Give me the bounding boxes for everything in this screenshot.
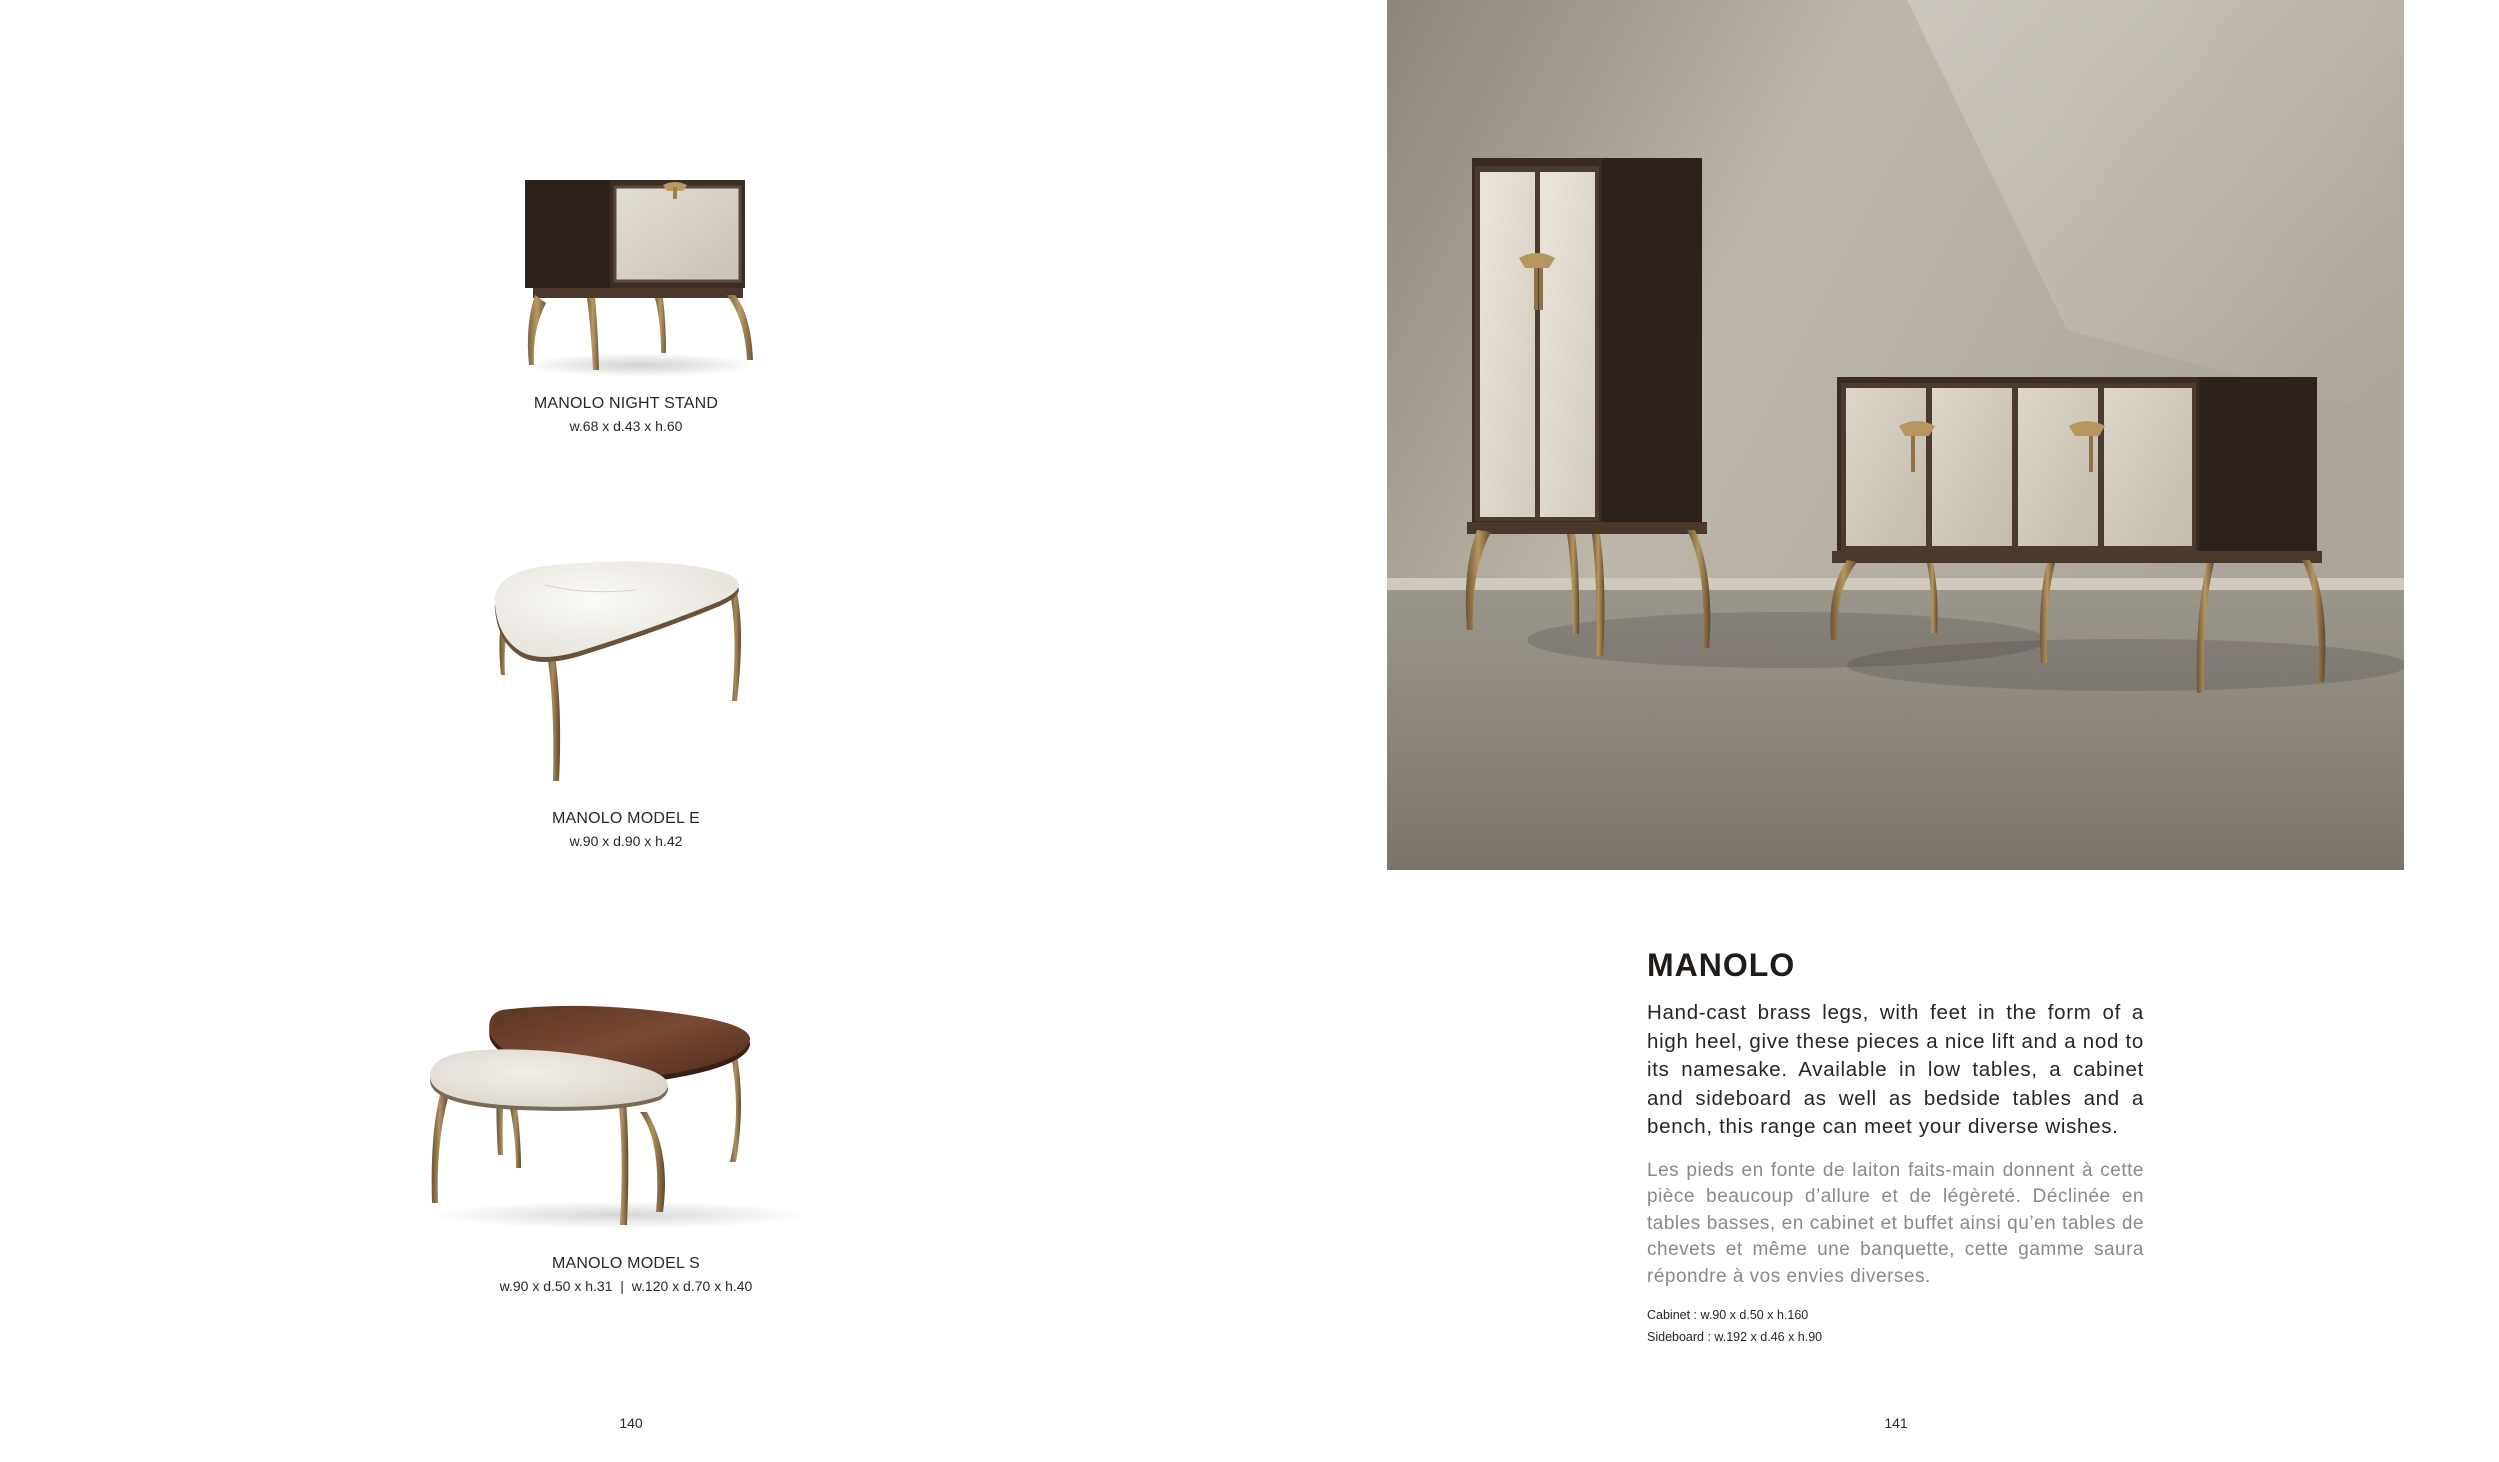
- product-name: MANOLO MODEL E: [551, 810, 700, 827]
- product-dimensions: w.68 x d.43 x h.60: [569, 418, 683, 434]
- product-dimensions: w.90 x d.90 x h.42: [569, 833, 683, 849]
- specifications: [1647, 1304, 2144, 1348]
- spec-cabinet: Cabinet : w.90 x d.50 x h.160: [1647, 1308, 1809, 1322]
- night-stand-image: [505, 165, 775, 380]
- model-s-tables-image: [420, 1000, 835, 1235]
- product-dimensions: w.90 x d.50 x h.31 | w.120 x d.70 x h.40: [499, 1278, 753, 1294]
- description-english: Hand-cast brass legs, with feet in the form of a high heel, give these pieces a nice lift and a nod to its namesake. Available in low tables, a cabinet and sideboard as well as bedside tables and a bench, this range can meet your diverse wishes.: [1647, 1001, 2144, 1138]
- page-number-left: 140: [619, 1415, 643, 1431]
- model-e-caption: [376, 808, 876, 852]
- model-s-caption: [376, 1253, 876, 1297]
- page-number-right: 141: [1884, 1415, 1908, 1431]
- description-french: Les pieds en fonte de laiton faits-main donnent à cette pièce beaucoup d’allure et de légèreté. Déclinée en tables basses, en cabinet et buffet ainsi qu’en tables de chevets et même une banquette, cette gamme saura répondre à vos envies diverses.: [1647, 1159, 2144, 1287]
- collection-title: MANOLO: [1647, 947, 1796, 983]
- product-name: MANOLO MODEL S: [551, 1255, 700, 1272]
- product-description-block: [1647, 945, 2144, 1348]
- room-photo: [1387, 0, 2404, 870]
- model-e-table-image: [485, 555, 755, 795]
- spec-sideboard: Sideboard : w.192 x d.46 x h.90: [1647, 1330, 1823, 1344]
- product-name: MANOLO NIGHT STAND: [533, 395, 719, 412]
- night-stand-caption: [376, 393, 876, 437]
